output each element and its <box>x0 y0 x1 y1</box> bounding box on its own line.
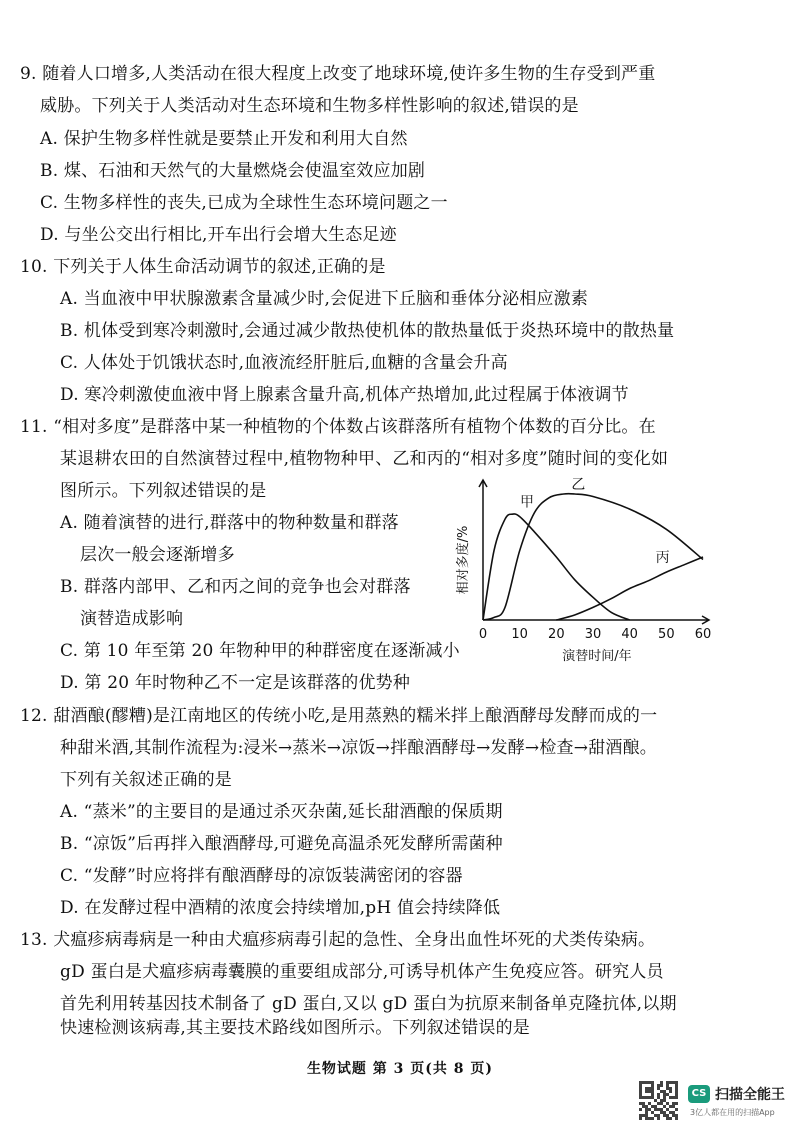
x-tick-label-20: 20 <box>548 627 565 642</box>
q11-stem-line-1: 11. “相对多度”是群落中某一种植物的个体数占该群落所有植物个体数的百分比。在 <box>20 417 656 437</box>
q9-option-d: D. 与坐公交出行相比,开车出行会增大生态足迹 <box>40 225 397 245</box>
q11-option-a: A. 随着演替的进行,群落中的物种数量和群落 <box>60 513 399 533</box>
chart-ticks <box>479 627 711 642</box>
qr-code-icon <box>638 1080 678 1120</box>
q11-option-c: C. 第 10 年至第 20 年物种甲的种群密度在逐渐减小 <box>60 641 460 661</box>
series-label-1: 乙 <box>571 476 586 493</box>
x-tick-label-30: 30 <box>584 627 602 642</box>
q10-option-c: C. 人体处于饥饿状态时,血液流经肝脏后,血糖的含量会升高 <box>60 353 508 373</box>
q12-option-c: C. “发酵”时应将拌有酿酒酵母的凉饭装满密闭的容器 <box>60 866 463 886</box>
q12-option-b: B. “凉饭”后再拌入酿酒酵母,可避免高温杀死发酵所需菌种 <box>60 834 503 854</box>
q9-stem-line-1: 9. 随着人口增多,人类活动在很大程度上改变了地球环境,使许多生物的生存受到严重 <box>20 64 656 84</box>
q12-stem-line-1: 12. 甜酒酿(醪糟)是江南地区的传统小吃,是用蒸熟的糯米拌上酿酒酵母发酵而成的一 <box>20 706 658 726</box>
q11-stem-line-3: 图所示。下列叙述错误的是 <box>60 481 267 501</box>
q11-option-b: B. 群落内部甲、乙和丙之间的竞争也会对群落 <box>60 577 411 597</box>
chart-x-axis-label: 演替时间/年 <box>562 649 632 664</box>
relative-abundance-chart <box>447 470 717 665</box>
x-tick-label-40: 40 <box>621 627 638 642</box>
x-tick-label-10: 10 <box>511 627 528 642</box>
q12-option-d: D. 在发酵过程中酒精的浓度会持续增加,pH 值会持续降低 <box>60 898 501 918</box>
q11-option-b-cont: 演替造成影响 <box>80 609 184 629</box>
q10-stem-line-1: 10. 下列关于人体生命活动调节的叙述,正确的是 <box>20 257 386 277</box>
watermark-subtitle: 3亿人都在用的扫描App <box>690 1108 775 1117</box>
q9-option-a: A. 保护生物多样性就是要禁止开发和利用大自然 <box>40 129 408 149</box>
x-tick-label-60: 60 <box>694 627 712 642</box>
x-tick-label-50: 50 <box>658 627 675 642</box>
series-line-1 <box>483 494 703 620</box>
series-line-2 <box>556 557 703 620</box>
q13-stem-line-1: 13. 犬瘟疹病毒病是一种由犬瘟疹病毒引起的急性、全身出血性坏死的犬类传染病。 <box>20 930 656 950</box>
q10-option-a: A. 当血液中甲状腺激素含量减少时,会促进下丘脑和垂体分泌相应激素 <box>60 289 589 309</box>
chart-y-axis-label: 相对多度/% <box>456 525 471 595</box>
q11-stem-line-2: 某退耕农田的自然演替过程中,植物物种甲、乙和丙的“相对多度”随时间的变化如 <box>60 449 669 469</box>
q11-option-d: D. 第 20 年时物种乙不一定是该群落的优势种 <box>60 673 411 693</box>
series-label-0: 甲 <box>520 494 534 511</box>
x-tick-label-0: 0 <box>478 627 488 642</box>
q12-option-a: A. “蒸米”的主要目的是通过杀灭杂菌,延长甜酒酿的保质期 <box>60 802 503 822</box>
series-label-2: 丙 <box>655 550 670 567</box>
chart-series <box>483 477 703 620</box>
chart-axes <box>479 480 709 624</box>
page-footer: 生物试题 第 3 页(共 8 页) <box>306 1061 494 1077</box>
q12-stem-line-3: 下列有关叙述正确的是 <box>60 770 232 790</box>
q10-option-b: B. 机体受到寒冷刺激时,会通过减少散热使机体的散热量低于炎热环境中的散热量 <box>60 321 675 341</box>
q13-stem-line-3: 首先利用转基因技术制备了 gD 蛋白,又以 gD 蛋白为抗原来制备单克隆抗体,以期 <box>60 994 677 1014</box>
q13-stem-line-2: gD 蛋白是犬瘟疹病毒囊膜的重要组成部分,可诱导机体产生免疫应答。研究人员 <box>60 962 664 982</box>
scanner-watermark <box>638 1080 788 1120</box>
watermark-title: 扫描全能王 <box>715 1087 785 1103</box>
q9-option-c: C. 生物多样性的丧失,已成为全球性生态环境问题之一 <box>40 193 448 213</box>
q12-stem-line-2: 种甜米酒,其制作流程为:浸米→蒸米→凉饭→拌酿酒酵母→发酵→检查→甜酒酿。 <box>60 738 657 758</box>
q9-option-b: B. 煤、石油和天然气的大量燃烧会使温室效应加剧 <box>40 161 426 181</box>
series-line-0 <box>483 514 630 620</box>
q9-stem-line-2: 威胁。下列关于人类活动对生态环境和生物多样性影响的叙述,错误的是 <box>40 96 579 116</box>
q11-option-a-cont: 层次一般会逐渐增多 <box>80 545 235 565</box>
q10-option-d: D. 寒冷刺激使血液中肾上腺素含量升高,机体产热增加,此过程属于体液调节 <box>60 385 629 405</box>
q13-stem-line-4: 快速检测该病毒,其主要技术路线如图所示。下列叙述错误的是 <box>60 1018 531 1038</box>
camscanner-logo-icon: CS <box>688 1085 710 1103</box>
